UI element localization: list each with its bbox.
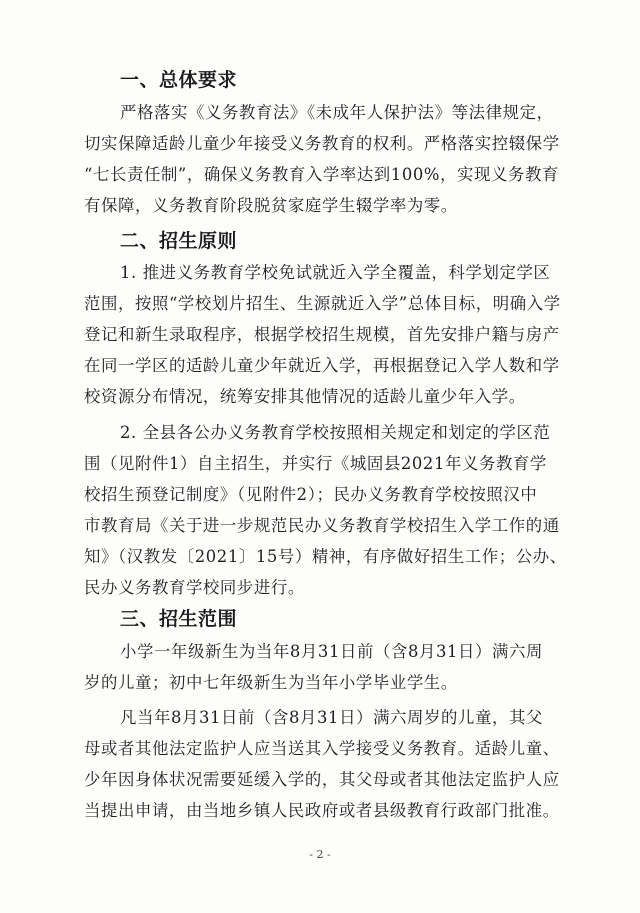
text-line: 1. 推进义务教育学校免试就近入学全覆盖，科学划定学区 [120, 263, 551, 282]
section-3-paragraph-2 [84, 702, 590, 826]
text-line: 母或者其他法定监护人应当送其入学接受义务教育。适龄儿童、 [84, 739, 560, 758]
section-3-heading: 三、招生范围 [120, 608, 238, 630]
text-line: 范围，按照“学校划片招生、生源就近入学”总体目标，明确入学 [84, 294, 561, 313]
text-line: 知》（汉教发〔2021〕15号）精神，有序做好招生工作；公办、 [84, 547, 567, 566]
text-line: 校资源分布情况，统筹安排其他情况的适龄儿童少年入学。 [84, 387, 526, 406]
text-line: 有保障，义务教育阶段脱贫家庭学生辍学率为零。 [84, 196, 458, 215]
page-number: - 2 - [309, 848, 331, 861]
text-line: 凡当年8月31日前（含8月31日）满六周岁的儿童，其父 [120, 708, 543, 727]
section-2-heading: 二、招生原则 [120, 230, 238, 252]
section-2-paragraph-2 [84, 417, 590, 603]
text-line: 围（见附件1）自主招生，并实行《城固县2021年义务教育学 [84, 454, 547, 473]
text-line: 当提出申请，由当地乡镇人民政府或者县级教育行政部门批准。 [84, 801, 560, 820]
text-line: 市教育局《关于进一步规范民办义务教育学校招生入学工作的通 [84, 516, 560, 535]
text-line: 严格落实《义务教育法》《未成年人保护法》等法律规定， [120, 103, 554, 122]
section-1-heading: 一、总体要求 [120, 69, 238, 91]
section-3-paragraph-1 [84, 636, 590, 698]
text-line: 少年因身体状况需要延缓入学的，其父母或者其他法定监护人应 [84, 770, 560, 789]
text-line: 登记和新生录取程序，根据学校招生规模，首先安排户籍与房产 [84, 325, 560, 344]
text-line: 2. 全县各公办义务教育学校按照相关规定和划定的学区范 [120, 423, 551, 442]
text-line: 岁的儿童；初中七年级新生为当年小学毕业学生。 [84, 673, 458, 692]
section-1-paragraph-1 [84, 97, 590, 221]
text-line: “七长责任制”，确保义务教育入学率达到100%，实现义务教育 [84, 165, 559, 184]
text-line: 切实保障适龄儿童少年接受义务教育的权利。严格落实控辍保学 [84, 134, 560, 153]
text-line: 小学一年级新生为当年8月31日前（含8月31日）满六周 [120, 642, 543, 661]
text-line: 民办义务教育学校同步进行。 [84, 578, 305, 597]
text-line: 在同一学区的适龄儿童少年就近入学，再根据登记入学人数和学 [84, 356, 560, 375]
section-2-paragraph-1 [84, 257, 590, 412]
text-line: 校招生预登记制度》（见附件2）；民办义务教育学校按照汉中 [84, 485, 538, 504]
